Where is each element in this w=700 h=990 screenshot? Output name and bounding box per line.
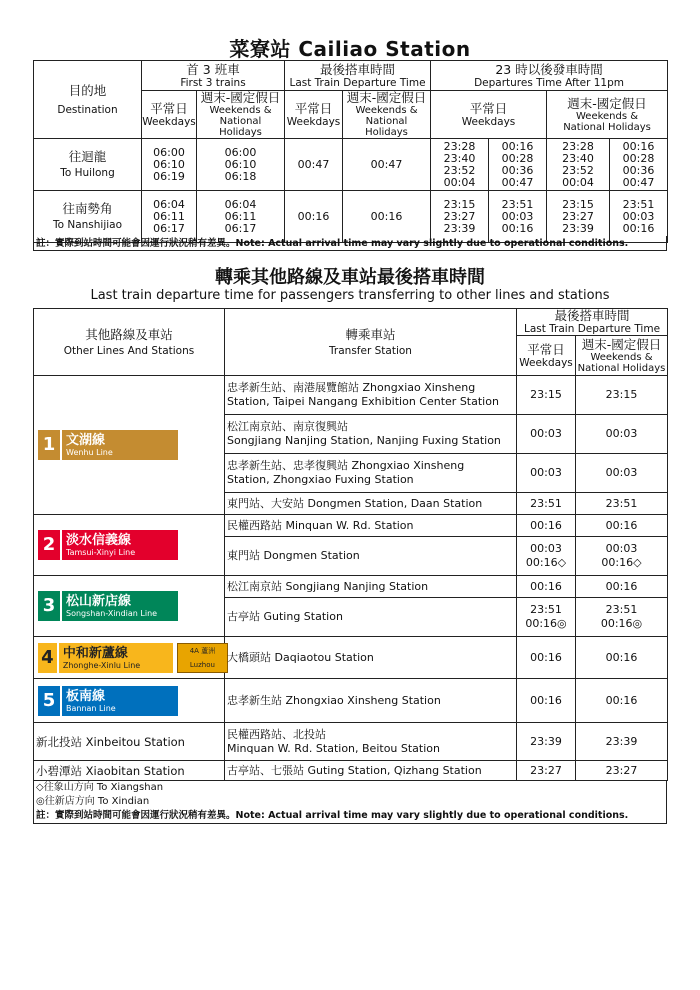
station-title: 菜寮站 Cailiao Station (229, 37, 471, 61)
station-text: 忠孝新生站、南港展覽館站 Zhongxiao Xinsheng (227, 381, 476, 394)
time-value: 00:28 (622, 151, 655, 165)
line-name-en: Songshan-Xindian Line (66, 609, 158, 618)
transfer-station-cell (225, 454, 517, 493)
line-name-zh: 淡水信義線 (66, 533, 132, 548)
transfer-station-cell (225, 598, 517, 637)
line-name (59, 643, 173, 673)
last-weekend-cell: 00:16 (343, 191, 431, 243)
time-value: 06:00 (153, 145, 185, 159)
destination-cell (34, 191, 142, 243)
luzhou-branch-badge: 4A 蘆洲 Luzhou (177, 643, 228, 673)
line-cell (34, 515, 225, 576)
table-row (34, 191, 668, 243)
transfer-station-cell (225, 376, 517, 415)
time-value: 23:40 (562, 151, 594, 165)
weekday-time-cell (517, 376, 576, 415)
station-text: 古亭站、七張站 Guting Station, Qizhang Station (227, 763, 482, 777)
after-11pm-cell (547, 139, 610, 191)
line-badge (38, 591, 178, 621)
weekend-time-cell (576, 493, 668, 515)
line-number: 5 (38, 686, 60, 716)
time-value: 00:28 (501, 151, 534, 165)
time-value: 23:28 (443, 139, 476, 153)
line-number: 4 (38, 643, 57, 673)
after-11pm-header: 23 時以後發車時間 Departures Time After 11pm (431, 61, 668, 91)
line-name-en: Tamsui-Xinyi Line (66, 548, 136, 557)
transfer-station-cell (225, 576, 517, 598)
line-name (62, 530, 178, 560)
time-value: 06:19 (153, 169, 185, 183)
destination-header: 目的地 Destination (34, 61, 142, 139)
line-badge (38, 430, 178, 460)
time-value: 23:51 (501, 197, 534, 211)
destination-zh: 往迴龍 (68, 149, 107, 164)
line-badge (38, 530, 178, 560)
time-value: 00:16 (501, 221, 534, 235)
destination-cell (34, 139, 142, 191)
first-weekday-cell (142, 139, 197, 191)
footnote-circle: ◎往新店方向 To Xindian (36, 796, 150, 807)
line-name-en: Wenhu Line (66, 448, 113, 457)
station-text: 民權西路站、北投站 (227, 727, 326, 741)
weekday-time-cell (517, 598, 576, 637)
table-row (34, 723, 668, 761)
time-value: 00:03 (530, 427, 562, 440)
after-11pm-cell (547, 191, 610, 243)
weekend-time-cell (576, 454, 668, 493)
first-weekday-cell (142, 191, 197, 243)
station-name-cell: 新北投站 Xinbeitou Station (34, 723, 225, 761)
weekdays-header: 平常日 Weekdays (142, 91, 197, 139)
time-value: 23:27 (443, 209, 476, 223)
after-11pm-cell (610, 139, 668, 191)
time-value: 06:17 (224, 221, 257, 235)
time-value: 06:04 (153, 197, 185, 211)
line-name-en: Bannan Line (66, 703, 116, 713)
last-weekend-cell: 00:47 (343, 139, 431, 191)
line-cell (34, 679, 225, 723)
weekend-time-cell (576, 537, 668, 576)
weekday-time-cell (517, 637, 576, 679)
table-row (34, 376, 668, 415)
time-value: 00:03 (605, 466, 638, 479)
station-text: 大橋頭站 Daqiaotou Station (227, 650, 374, 664)
station-text: Minquan W. Rd. Station, Beitou Station (227, 741, 440, 755)
transfer-station-header: 轉乘車站 Transfer Station (225, 309, 517, 376)
station-text: 松江南京站、南京復興站 (227, 420, 348, 433)
first-trains-header: 首 3 班車 First 3 trains (142, 61, 285, 91)
station-text: 忠孝新生站 Zhongxiao Xinsheng Station (227, 693, 441, 707)
time-value: 23:39 (562, 221, 594, 235)
time-value: 00:04 (562, 175, 594, 189)
transfer-station-cell (225, 723, 517, 761)
timetable-table (33, 60, 668, 243)
time-value: 06:17 (153, 221, 185, 235)
line-cell (34, 576, 225, 637)
line-number: 1 (38, 430, 60, 460)
time-value: 06:11 (153, 209, 185, 223)
time-value: 00:16 (622, 221, 655, 235)
time-value: 06:18 (224, 169, 257, 183)
time-value: 23:51 (605, 603, 638, 616)
weekday-time-cell (517, 454, 576, 493)
last-weekday-cell: 00:16 (285, 191, 343, 243)
table-row (34, 576, 668, 598)
time-value: 00:03 (530, 542, 562, 555)
time-value: 23:15 (443, 197, 476, 211)
transfer-station-cell (225, 515, 517, 537)
weekdays-header: 平常日 Weekdays (431, 91, 547, 139)
line-name-en: Zhonghe-Xinlu Line (62, 660, 141, 670)
after-11pm-cell (431, 191, 489, 243)
weekend-time-cell (576, 415, 668, 454)
weekends-header: 週末-國定假日 Weekends & National Holidays (547, 91, 668, 139)
time-value: 06:00 (224, 145, 257, 159)
after-11pm-cell (489, 139, 547, 191)
line-name-zh: 文湖線 (66, 433, 106, 448)
weekends-header: 週末-國定假日 Weekends & National Holidays (197, 91, 285, 139)
station-name-cell: 小碧潭站 Xiaobitan Station (34, 761, 225, 781)
time-value: 23:52 (562, 163, 594, 177)
weekday-time-cell (517, 679, 576, 723)
transfer-station-cell (225, 493, 517, 515)
line-name (62, 430, 178, 460)
time-value: 00:16◇ (525, 556, 567, 569)
transfer-station-cell (225, 761, 517, 781)
last-train-header: 最後搭車時間 Last Train Departure Time (517, 309, 668, 336)
weekend-time-cell (576, 637, 668, 679)
table-row (34, 637, 668, 679)
time-value: 23:40 (443, 151, 476, 165)
other-lines-header: 其他路線及車站 Other Lines And Stations (34, 309, 225, 376)
time-value: 23:27 (562, 209, 594, 223)
time-value: 00:47 (501, 175, 534, 189)
time-value: 23:51 (530, 496, 562, 510)
weekday-time-cell (517, 576, 576, 598)
line-name-zh: 松山新店線 (66, 594, 132, 609)
first-weekend-cell (197, 139, 285, 191)
time-value: 00:16 (605, 693, 638, 707)
time-value: 23:51 (605, 496, 638, 510)
transfer-station-cell (225, 537, 517, 576)
timetable-note: 註：實際到站時間可能會因運行狀況稍有差異。Note: Actual arrival time may vary slightly due to operational conditions. (33, 236, 667, 251)
transfer-title: 轉乘其他路線及車站最後搭車時間 (215, 267, 485, 288)
line-number: 2 (38, 530, 60, 560)
weekend-time-cell (576, 576, 668, 598)
footnotes (33, 781, 667, 824)
time-value: 23:15 (530, 388, 562, 401)
station-text: Station, Zhongxiao Fuxing Station (227, 473, 414, 486)
transfer-station-cell (225, 679, 517, 723)
weekday-time-cell (517, 493, 576, 515)
line-cell (34, 637, 225, 679)
weekend-time-cell: 23:39 (576, 723, 668, 761)
time-value: 00:03 (501, 209, 534, 223)
weekend-time-cell: 23:27 (576, 761, 668, 781)
destination-zh: 往南勢角 (62, 201, 113, 216)
time-value: 06:10 (224, 157, 257, 171)
after-11pm-cell (431, 139, 489, 191)
station-text: 松江南京站 Songjiang Nanjing Station (227, 579, 429, 593)
time-value: 00:16 (530, 693, 562, 707)
weekends-header: 週末-國定假日 Weekends & National Holidays (576, 336, 668, 376)
time-value: 00:47 (622, 175, 655, 189)
transfer-table (33, 308, 668, 781)
after-11pm-cell (489, 191, 547, 243)
line-name (62, 686, 178, 716)
weekday-time-cell (517, 415, 576, 454)
time-value: 00:36 (501, 163, 534, 177)
transfer-subtitle: Last train departure time for passengers transferring to other lines and stations (90, 288, 610, 303)
weekdays-header: 平常日 Weekdays (285, 91, 343, 139)
time-value: 00:16 (622, 139, 655, 153)
weekend-time-cell (576, 598, 668, 637)
weekday-time-cell: 23:39 (517, 723, 576, 761)
time-value: 23:15 (605, 388, 638, 401)
time-value: 23:52 (443, 163, 476, 177)
transfer-station-cell (225, 415, 517, 454)
time-value: 23:28 (562, 139, 594, 153)
weekend-time-cell (576, 679, 668, 723)
line-name-zh: 板南線 (66, 688, 106, 704)
line-name-zh: 中和新蘆線 (62, 645, 128, 661)
weekday-time-cell (517, 537, 576, 576)
time-value: 06:10 (153, 157, 185, 171)
station-text: 東門站、大安站 Dongmen Station, Daan Station (227, 496, 483, 510)
time-value: 00:16 (605, 518, 638, 532)
time-value: 00:16 (605, 650, 638, 664)
time-value: 00:16 (530, 579, 562, 593)
time-value: 06:04 (224, 197, 257, 211)
destination-en: To Huilong (60, 167, 115, 179)
table-row (34, 679, 668, 723)
station-text: Songjiang Nanjing Station, Nanjing Fuxing Station (227, 434, 501, 447)
time-value: 00:16 (530, 650, 562, 664)
line-name (62, 591, 178, 621)
weekend-time-cell (576, 376, 668, 415)
time-value: 00:04 (443, 175, 476, 189)
table-row (34, 515, 668, 537)
line-badge (38, 643, 228, 673)
time-value: 00:16 (530, 518, 562, 532)
time-value: 00:16◇ (601, 556, 642, 569)
last-train-header: 最後搭車時間 Last Train Departure Time (285, 61, 431, 91)
weekend-time-cell (576, 515, 668, 537)
last-weekday-cell: 00:47 (285, 139, 343, 191)
time-value: 00:16 (605, 579, 638, 593)
transfer-station-cell (225, 637, 517, 679)
time-value: 23:15 (562, 197, 594, 211)
weekdays-header: 平常日 Weekdays (517, 336, 576, 376)
weekends-header: 週末-國定假日 Weekends & National Holidays (343, 91, 431, 139)
time-value: 23:51 (530, 603, 562, 616)
destination-en: To Nanshijiao (52, 219, 123, 231)
time-value: 23:39 (443, 221, 476, 235)
footnote-diamond: ◇往象山方向 To Xiangshan (36, 782, 164, 793)
time-value: 00:03 (605, 542, 638, 555)
time-value: 00:36 (622, 163, 655, 177)
table-row (34, 761, 668, 781)
time-value: 00:16 (501, 139, 534, 153)
line-badge (38, 686, 178, 716)
time-value: 00:03 (605, 427, 638, 440)
line-number: 3 (38, 591, 60, 621)
time-value: 00:16◎ (525, 617, 567, 630)
station-text: 民權西路站 Minquan W. Rd. Station (227, 518, 414, 532)
table-row (34, 139, 668, 191)
weekday-time-cell (517, 515, 576, 537)
time-value: 23:51 (622, 197, 655, 211)
station-text: 忠孝新生站、忠孝復興站 Zhongxiao Xinsheng (227, 459, 465, 472)
weekday-time-cell: 23:27 (517, 761, 576, 781)
station-text: Station, Taipei Nangang Exhibition Center Station (227, 395, 499, 408)
footnote-note: 註：實際到站時間可能會因運行狀況稍有差異。Note: Actual arrival time may vary slightly due to operational conditions. (36, 810, 629, 821)
time-value: 06:11 (224, 209, 257, 223)
time-value: 00:03 (530, 466, 562, 479)
after-11pm-cell (610, 191, 668, 243)
time-value: 00:03 (622, 209, 655, 223)
line-cell (34, 376, 225, 515)
time-value: 00:16◎ (600, 617, 643, 630)
station-text: 古亭站 Guting Station (227, 610, 343, 623)
station-text: 東門站 Dongmen Station (227, 549, 360, 562)
first-weekend-cell (197, 191, 285, 243)
